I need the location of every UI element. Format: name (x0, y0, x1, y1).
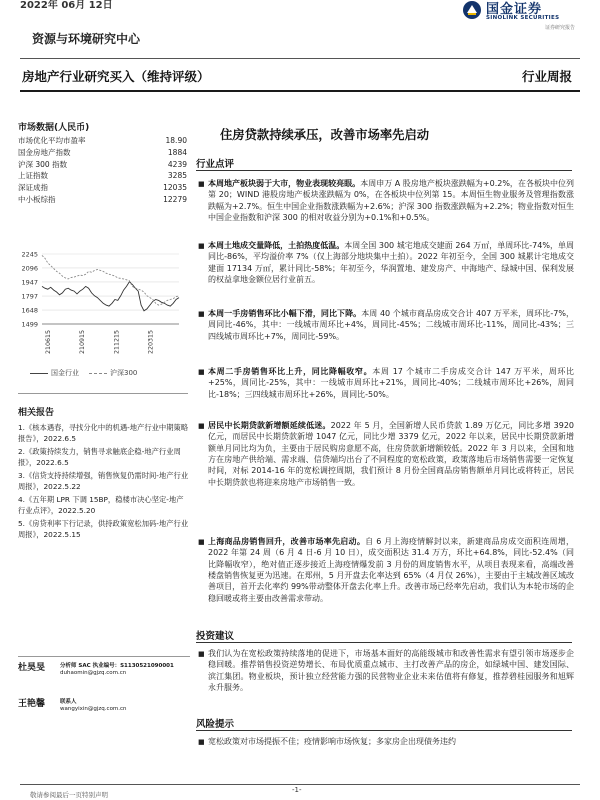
analyst-row (18, 660, 198, 696)
header-thick-divider (20, 90, 580, 92)
series-line-csi300 (42, 255, 179, 305)
point-paragraph: ■ 本周一手房销售环比小幅下滑，同比下降。本周 40 个城市商品房成交合计 407 万平米，周环比-7%，周同比-46%，其中：一线城市周环比+4%，周同比-45%；二线城市周环比-11%，周同比-43%；三四线城市周环比+7%，周同比-59%。 (198, 309, 574, 341)
risk-paragraph: ■ 宽松政策对市场提振不佳；疫情影响市场恢复；多家房企出现债务违约 (198, 736, 574, 747)
logo-text: 国金证券 (486, 2, 543, 17)
related-reports-list (18, 422, 190, 542)
section-divider (196, 642, 572, 643)
x-tick-label: 211215 (113, 329, 121, 354)
legend-divider (18, 393, 188, 394)
y-tick-label: 1499 (21, 320, 38, 329)
bullet-icon: ■ (198, 650, 205, 658)
analyst-panel (18, 660, 198, 732)
analyst-name: 王艳馨 (18, 699, 46, 709)
market-row: 中小板综指 12279 (18, 194, 187, 204)
logo-english: SINOLINK SECURITIES (486, 15, 560, 21)
section-divider (196, 730, 572, 731)
market-row: 上证指数 3285 (18, 171, 187, 181)
research-center-name: 资源与环境研究中心 (32, 32, 141, 46)
report-type: 行业周报 (521, 69, 572, 84)
legend-dashed-line (89, 373, 107, 374)
bullet-icon: ■ (198, 738, 205, 746)
legend-item-sector: 国金行业 (30, 368, 79, 378)
analyst-email[interactable]: duhaomin@gjzq.com.cn (60, 670, 127, 676)
bullet-icon: ■ (198, 368, 205, 376)
x-tick-label: 210615 (45, 329, 52, 354)
x-tick-label: 210915 (79, 329, 87, 354)
point-paragraph: ■ 上海商品房销售回升，改善市场率先启动。自 6 月上海疫情解封以来，新建商品房成交面积连周增，2022 年第 24 周（6 月 4 日-6 月 10 日），成交面积达 31.4 万方，环比+64.8%，同比-52.4%（同比降幅收窄），绝对值正逐步接近上海疫情爆发前 3 月份的周度销售水平，从项目表现来看，高端改善楼盘销售恢复更为迅速。在郑州，5 月开盘去化率达到 65%（4 月仅 26%），主要由于主城改善区域改善项目，首开去化率约 99%带动整体开盘去化率上升。改善市场已经率先启动，我们认为本轮市场的企稳回暖或将主要由改善需求带动。 (198, 537, 574, 603)
related-reports-title: 相关报告 (18, 408, 55, 418)
market-row: 市场优化平均市盈率 18.90 (18, 136, 187, 145)
footer-divider (20, 784, 580, 785)
main-title: 住房贷款持续承压，改善市场率先启动 (220, 127, 430, 142)
market-row: 深证成指 12035 (18, 183, 187, 193)
analyst-email[interactable]: wangyixin@gjzq.com.cn (60, 706, 127, 712)
report-date: 2022年 06月 12日 (20, 0, 113, 11)
y-tick-label: 2096 (21, 264, 38, 273)
point-paragraph: ■ 本周土地成交量降低，土拍热度低温。本周全国 300 城宅地成交建面 264 万㎡，单周环比-74%，单周同比-86%，平均溢价率 7%（仅上海部分地块集中土拍）。2022 年初至今，全国 300 城累计宅地成交建面 17134 万㎡，累计同比-58%；年初至今，华润置地、建发房产、中海地产、绿城中国、保利发展的权益拿地金额位居行业前五。 (198, 241, 574, 285)
analyst-row (18, 696, 198, 732)
bullet-icon: ■ (198, 538, 205, 546)
point-paragraph: ■ 本周地产板块弱于大市，物业表现较亮眼。本周申万 A 股房地产板块涨跌幅为+0.2%，在各板块中位列第 20；WIND 港股房地产板块涨跌幅为 0%，在各板块中位列第 15。本周恒生物业服务及管理指数涨跌幅为+2.7%。恒生中国企业指数涨跌幅为+2.6%；沪深 300 指数涨跌幅为+2.2%；物业指数对恒生中国企业指数和沪深 300 的相对收益分别为+0.1%和+0.5%。 (198, 179, 574, 223)
y-tick-label: 1947 (21, 278, 38, 287)
logo-mark-icon (462, 0, 482, 20)
related-report-item[interactable]: 4.《五年期 LPR 下调 15BP，稳楼市决心坚定-地产行业点评》，2022.5.20 (18, 495, 184, 515)
bullet-icon: ■ (198, 242, 205, 250)
footer-disclaimer[interactable]: 敬请参阅最后一页特别声明 (30, 791, 108, 799)
market-row: 沪深 300 指数 4239 (18, 159, 187, 169)
chart-legend (30, 368, 137, 378)
related-report-item[interactable]: 3.《信贷支持持续增强，销售恢复仍需时间-地产行业周报》，2022.5.22 (18, 471, 189, 491)
market-data-panel (18, 120, 188, 206)
related-report-item[interactable]: 5.《房贷利率下行记录，供持政策宽松加码-地产行业周报》，2022.5.15 (18, 519, 189, 539)
market-data-title: 市场数据(人民币) (18, 123, 90, 133)
chart-svg (14, 246, 184, 366)
bullet-icon: ■ (198, 310, 205, 318)
section-title-risk: 风险提示 (196, 719, 235, 730)
related-report-item[interactable]: 1.《核本遇春，寻找分化中的机遇-地产行业中期策略报告》，2022.6.5 (18, 423, 189, 443)
market-row: 国金房地产指数 1884 (18, 147, 187, 157)
y-tick-label: 1797 (21, 292, 38, 301)
invest-paragraph: ■ 我们认为在宽松政策持续落地的促进下，市场基本面好的高能级城市和改善性需求有望引领市场逐步企稳回暖。推荐销售投资逆势增长、布局优质重点城市、主打改善产品的房企，如绿城中国、建发国际、滨江集团。物业板块，预计独立经营能力强的民营物业企业未来估值将有修复，推荐碧桂园服务和旭辉永升服务。 (198, 649, 574, 693)
bullet-icon: ■ (198, 180, 205, 188)
x-tick-label: 220315 (147, 329, 155, 354)
analyst-credential: 分析师 SAC 执业编号：S1130521090001 (60, 663, 174, 669)
page-number: -1- (292, 786, 302, 794)
section-title-invest: 投资建议 (196, 631, 235, 642)
section-divider (196, 170, 572, 171)
report-title: 房地产行业研究买入（维持评级） (22, 69, 210, 84)
y-tick-label: 1648 (21, 306, 38, 315)
header-divider (20, 58, 580, 59)
analyst-credential: 联系人 (60, 699, 77, 705)
legend-solid-line (30, 373, 48, 374)
bullet-icon: ■ (198, 422, 205, 430)
analyst-name: 杜昊旻 (18, 663, 46, 673)
section-title-review: 行业点评 (196, 159, 235, 170)
sinolink-logo (462, 0, 594, 34)
point-paragraph: ■ 本周二手房销售环比上升，同比降幅收窄。本周 17 个城市二手房成交合计 147 万平米，周环比+25%，周同比-25%，其中：一线城市周环比+21%，周同比-40%；二线城市周环比+26%，周同比-18%；三四线城市周环比+26%，周同比-50%。 (198, 367, 575, 399)
y-tick-label: 2245 (21, 250, 38, 259)
legend-item-csi300: 沪深300 (89, 368, 137, 378)
related-report-item[interactable]: 2.《政策持续发力，销售寻求触底企稳-地产行业周报》，2022.6.5 (18, 447, 181, 467)
logo-subtitle: 证券研究报告 (545, 25, 576, 31)
analyst-divider (18, 656, 190, 657)
point-paragraph: ■ 居民中长期贷款新增额延续低迷。2022 年 5 月，全国新增人民币贷款 1.89 万亿元，同比多增 3920 亿元，而居民中长期贷款新增 1047 亿元，同比少增 3379 亿元，2022 年以来，居民中长期贷款新增额单月同比均为负，主要由于居民购房意愿不高，住房贷款新增额较低。2022 年 3 月以来，全国和地方在房地产供给端、需求端、信贷端均出台了不同程度的宽松政策，政策落地后市场销售需要一定恢复时间，对标 2014-16 年的宽松调控周期，我们预计 8 月份全国商品房销售额单月同比或将转正，居民中长期贷款也将迎来房地产市场销售一致。 (198, 421, 574, 487)
